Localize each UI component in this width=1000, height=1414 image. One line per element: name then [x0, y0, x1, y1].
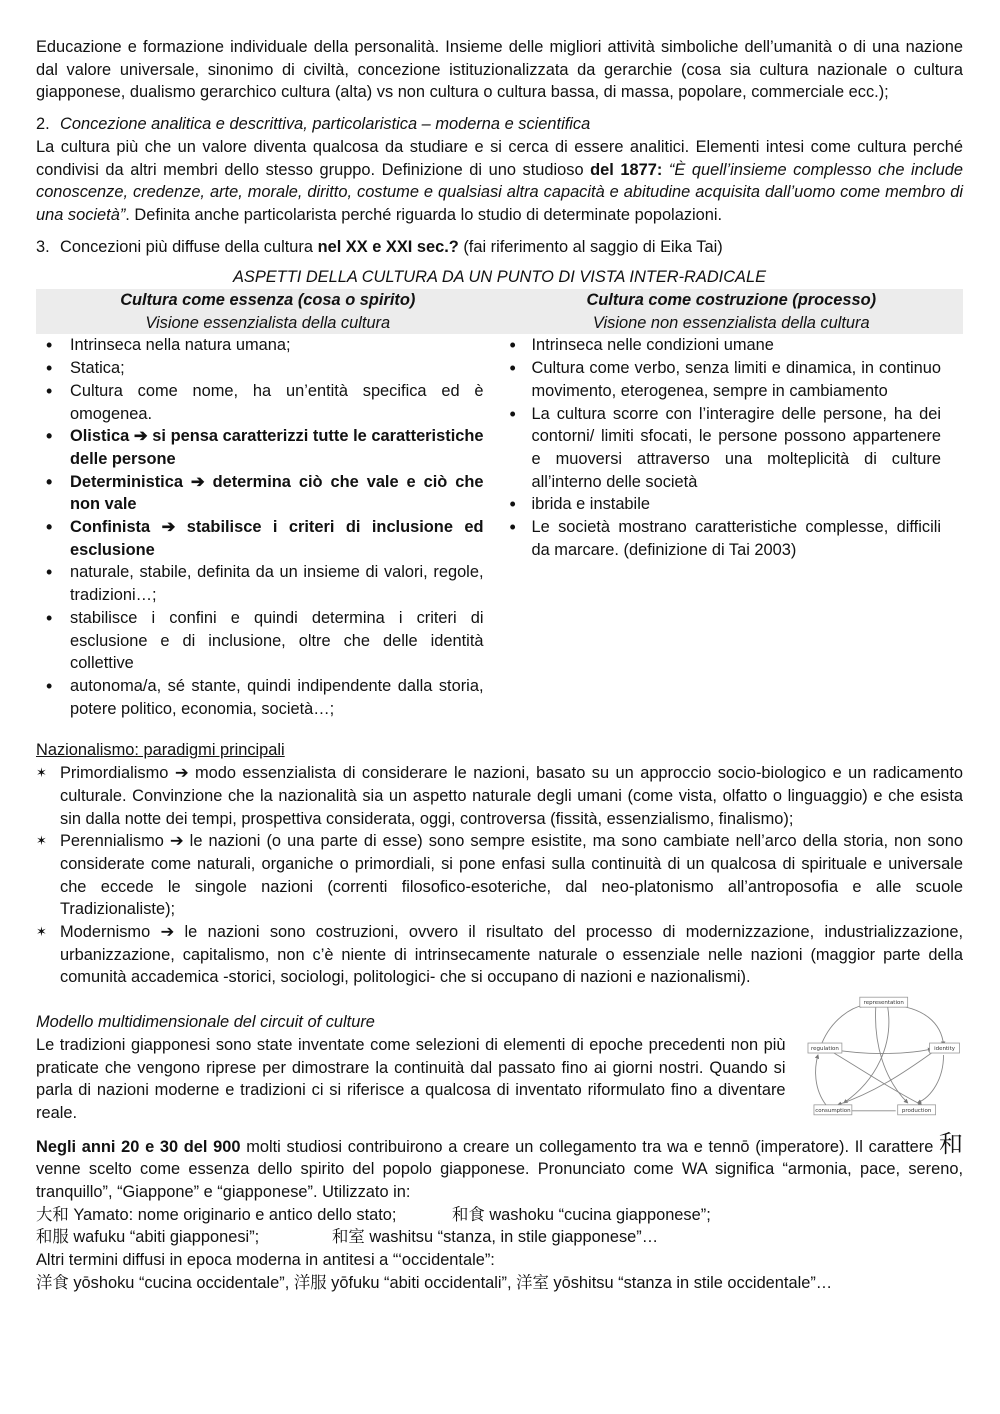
left-column-cell: [36, 334, 500, 720]
diagram-label-production: production: [901, 1107, 931, 1114]
section-2-paragraph: [36, 136, 963, 227]
wa-text: molti studiosi contribuirono a creare un collegamento tra wa e tennō (imperatore). Il carattere: [240, 1137, 939, 1156]
section-2-title: Concezione analitica e descrittiva, particolaristica – moderna e scientifica: [60, 115, 591, 134]
section-3-text: Concezioni più diffuse della cultura: [60, 237, 318, 256]
section-2-text: La cultura più che un valore diventa qualcosa da studiare e si cerca di essere analitici. Elementi intesi come cultura perché condivisi da altri membri dello stesso gruppo. Definizione di uno studioso: [36, 137, 963, 179]
kanji-yamato: 大和 Yamato: nome originario e antico dello stato;: [36, 1205, 397, 1224]
list-item: • Le società mostrano caratteristiche complesse, difficili da marcare. (definizione di Tai 2003): [500, 516, 942, 561]
left-list: [36, 334, 500, 720]
wa-kanji: 和: [939, 1130, 963, 1158]
section-3-note: (fai riferimento al saggio di Eika Tai): [458, 237, 723, 256]
section-3-bold: nel XX e XXI sec.?: [317, 237, 459, 256]
comparison-table: [36, 289, 963, 720]
section-3-number: 3.: [36, 237, 50, 256]
list-item-text: Primordialismo ➔ modo essenzialista di considerare le nazioni, basato su un approccio socio-biologico e un radicamento culturale. Convinzione che la nazionalità sia un aspetto naturale degli umani (come vista, olfatto o linguaggio) e che esista sin dalla notte dei tempi, prospettiva considerata, oggi, controversa (fissità, essenzialismo, finalismo);: [60, 764, 963, 828]
list-item: • La cultura scorre con l’interagire delle persone, ha dei contorni/ limiti sfocati, le persone possono appartenere e muoversi attraverso una molteplicità di culture all’interno delle società: [500, 403, 942, 494]
table-header-row: [36, 289, 963, 334]
right-column-subtitle: Visione non essenzialista della cultura: [592, 313, 870, 332]
list-item: • stabilisce i confini e quindi determina i criteri di esclusione e di inclusione, oltre che delle identità collettive: [36, 607, 500, 675]
section-2-text-end: . Definita anche particolarista perché riguarda lo studio di determinate popolazioni.: [125, 205, 723, 224]
document-page: [36, 36, 963, 1295]
list-item: • Olistica ➔ si pensa caratterizzi tutte le caratteristiche delle persone: [36, 425, 500, 470]
right-list: [500, 334, 964, 561]
list-item: [36, 921, 963, 989]
right-column-title: Cultura come costruzione (processo): [586, 291, 877, 310]
circuit-text-block: [36, 1011, 786, 1125]
list-item: [36, 830, 963, 921]
list-item: • autonoma/a, sé stante, quindi indipendente dalla storia, potere politico, economia, società…;: [36, 675, 500, 720]
circuit-paragraph: Le tradizioni giapponesi sono state inventate come selezioni di elementi di epoche precedenti non più praticate che vengono riprese per dimostrare la continuità dal passato fino ai giorni nostri. Quando si parla di nazioni moderne e tradizioni ci si riferisce a qualcosa di inventato riformulato fino a diventare reale.: [36, 1035, 786, 1122]
table-caption: ASPETTI DELLA CULTURA DA UN PUNTO DI VISTA INTER-RADICALE: [232, 268, 767, 287]
list-item: • Deterministica ➔ determina ciò che vale e ciò che non vale: [36, 471, 500, 516]
list-item-text: Modernismo ➔ le nazioni sono costruzioni, ovvero il risultato del processo di modernizzazione, industrializzazione, urbanizzazione, capitalismo, non c’è niente di intrinsecamente naturale o essenziale nelle nazioni (maggior parte della comunità accademica -storici, sociologi, politologici- che si occupano di nazioni e nazionalismi).: [60, 923, 963, 987]
section-3-heading: [36, 236, 963, 259]
section-2-quote: “È quell’insieme complesso che include conoscenze, credenze, arte, morale, diritto, costume e qualsiasi altra capacità e abitudine acquisita dall’uomo come membro di una società”: [36, 160, 963, 224]
wa-text-cont: venne scelto come essenza dello spirito del popolo giapponese. Pronunciato come WA significa “armonia, pace, sereno, tranquillo”, “Giappone” e “giapponese”. Utilizzato in:: [36, 1160, 963, 1202]
circuit-heading: Modello multidimensionale del circuit of culture: [36, 1013, 375, 1032]
section-2-number: 2.: [36, 115, 50, 134]
section-2-heading: [36, 113, 963, 136]
kanji-line-1: [36, 1204, 963, 1227]
western-terms-line: 洋食 yōshoku “cucina occidentale”, 洋服 yōfuku “abiti occidentali”, 洋室 yōshitsu “stanza in stile occidentale”…: [36, 1273, 833, 1292]
star-bullet-icon: ✶: [36, 833, 47, 849]
list-item: • Cultura come nome, ha un’entità specifica ed è omogenea.: [36, 380, 500, 425]
diagram-label-representation: representation: [863, 1000, 904, 1007]
intro-paragraph: Educazione e formazione individuale della personalità. Insieme delle migliori attività simboliche dell’umanità o di una nazione dal valore universale, sinonimo di civiltà, concezione istituzionalizzata da gerarchie (cosa sia cultura nazionale o cultura giapponese, dualismo gerarchico cultura (alta) vs non cultura o cultura bassa, di massa, popolare, commerciale ecc.);: [36, 38, 963, 102]
right-column-cell: [500, 334, 964, 720]
kanji-wafuku: 和服 wafuku “abiti giapponesi”;: [36, 1228, 260, 1247]
diagram-label-consumption: consumption: [814, 1107, 851, 1114]
list-item: • Confinista ➔ stabilisce i criteri di inclusione ed esclusione: [36, 516, 500, 561]
circuit-of-culture-diagram: [804, 993, 963, 1121]
list-item-text: Perennialismo ➔ le nazioni (o una parte di esse) sono sempre esistite, ma sono cambiate nell’arco della storia, non sono considerate come naturali, organiche o primordiali, si pone enfasi sulla continuità di un qualcosa di spirituale e universale che eccede le singole nazioni (correnti filosofico-esoteriche, dal neo-platonismo all’antroposofia e alle scuole Tradizionaliste);: [60, 832, 963, 919]
section-2-date: del 1877:: [590, 160, 663, 179]
table-body-row: [36, 334, 963, 720]
left-column-header: [36, 289, 500, 334]
kanji-washoku: 和食 washoku “cucina giapponese”;: [452, 1205, 711, 1224]
diagram-label-regulation: regulation: [810, 1046, 839, 1053]
list-item: • Intrinseca nella natura umana;: [36, 334, 500, 357]
list-item: • Cultura come verbo, senza limiti e dinamica, in continuo movimento, eterogenea, sempre in cambiamento: [500, 357, 942, 402]
list-item: [36, 762, 963, 830]
western-terms-intro: Altri termini diffusi in epoca moderna in antitesi a “‘occidentale”:: [36, 1251, 495, 1270]
kanji-washitsu: 和室 washitsu “stanza, in stile giapponese”…: [332, 1228, 659, 1247]
list-item: • naturale, stabile, definita da un insieme di valori, regole, tradizioni…;: [36, 561, 500, 606]
list-item: • Statica;: [36, 357, 500, 380]
list-item: • ibrida e instabile: [500, 493, 942, 516]
left-column-subtitle: Visione essenzialista della cultura: [145, 313, 391, 332]
left-column-title: Cultura come essenza (cosa o spirito): [120, 291, 416, 310]
right-column-header: [500, 289, 964, 334]
list-item: • Intrinseca nelle condizioni umane: [500, 334, 942, 357]
nationalism-list: [36, 762, 963, 989]
kanji-line-2: [36, 1226, 963, 1249]
wa-period: Negli anni 20 e 30 del 900: [36, 1137, 241, 1156]
diagram-label-identity: identity: [933, 1046, 955, 1053]
star-bullet-icon: ✶: [36, 924, 47, 940]
star-bullet-icon: ✶: [36, 765, 47, 781]
wa-paragraph: [36, 1130, 963, 1204]
nationalism-title: Nazionalismo: paradigmi principali: [36, 741, 285, 760]
circuit-section: [36, 1000, 963, 1125]
